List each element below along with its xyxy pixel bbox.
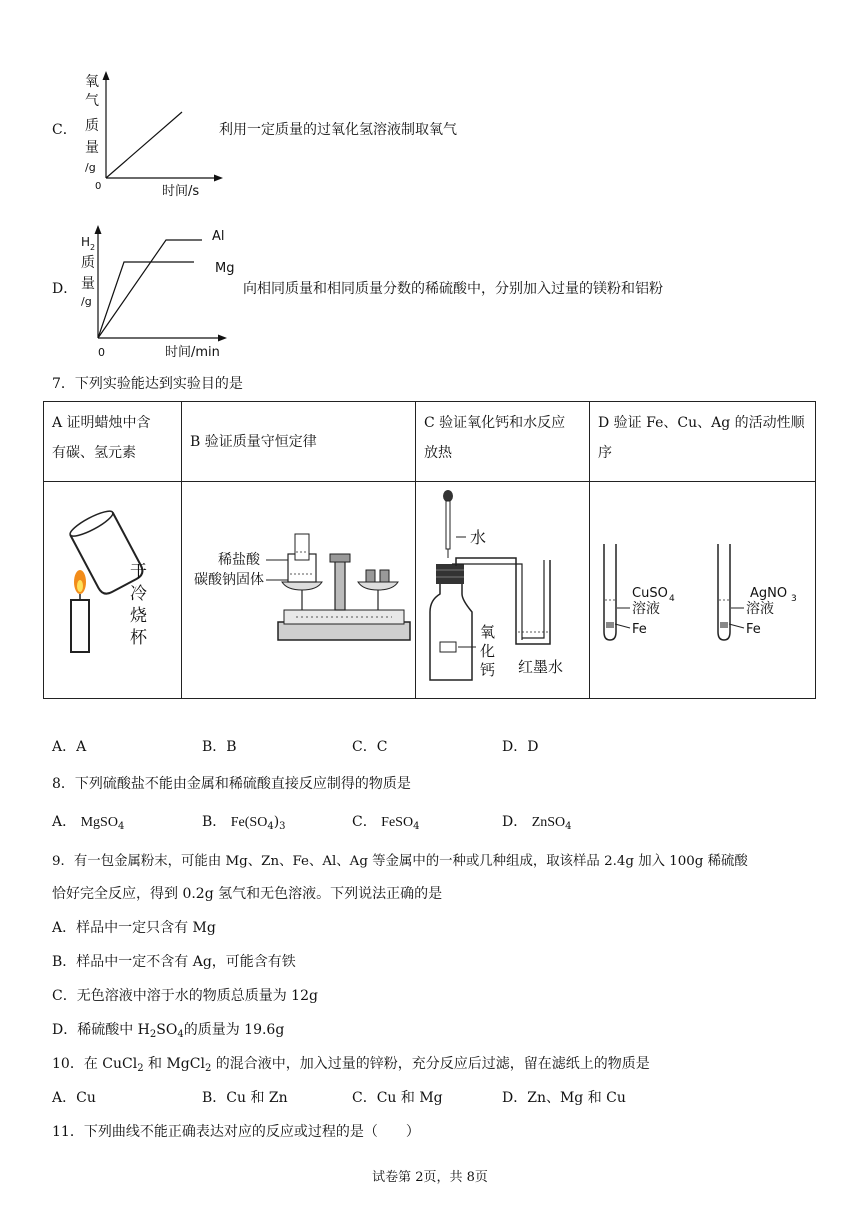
option-d-label: D． <box>52 281 78 297</box>
y-label-char: 量 <box>85 140 99 156</box>
q7-header-d: D 验证 Fe、Cu、Ag 的活动性顺 序 <box>590 402 816 482</box>
question-9-stem-line1: 9．有一包金属粉末，可能由 Mg、Zn、Fe、Al、Ag 等金属中的一种或几种组成，取该样品 2.4g 加入 100g 稀硫酸 <box>52 854 748 869</box>
origin-label: 0 <box>98 346 105 359</box>
q7-experiment-table <box>43 401 816 699</box>
q7-option-a[interactable]: A．A <box>52 739 87 755</box>
svg-text:化: 化 <box>480 642 496 660</box>
hydrogen-mass-graph <box>70 222 240 364</box>
q10-option-a[interactable]: A．Cu <box>52 1090 96 1106</box>
candle-beaker-illustration <box>44 482 181 694</box>
option-c-text: 利用一定质量的过氧化氢溶液制取氧气 <box>219 122 457 138</box>
q9-option-c[interactable]: C．无色溶液中溶于水的物质总质量为 12g <box>52 988 318 1004</box>
q9-option-d[interactable]: D．稀硫酸中 $H_2SO_4$的质量为 19.6g <box>52 1022 285 1040</box>
oxygen-line <box>106 112 182 178</box>
y-unit: /g <box>81 295 92 308</box>
question-8-stem: 8．下列硫酸盐不能由金属和稀硫酸直接反应制得的物质是 <box>52 776 411 792</box>
svg-text:CuSO: CuSO <box>632 586 668 601</box>
svg-text:氧: 氧 <box>480 623 496 641</box>
q9-option-b[interactable]: B．样品中一定不含有 Ag，可能含有铁 <box>52 954 296 970</box>
q7-image-c <box>416 482 590 699</box>
y-label-sub: 2 <box>90 243 96 252</box>
cao-water-illustration <box>416 482 589 694</box>
q10-option-d[interactable]: D．Zn、Mg 和 Cu <box>502 1090 626 1106</box>
q7-image-a <box>44 482 182 699</box>
mg-line <box>98 262 194 338</box>
al-label: Al <box>212 229 225 244</box>
q8-option-b[interactable]: B． $Fe(SO_4)_3$ <box>202 814 286 832</box>
y-label-char: 质 <box>85 118 99 134</box>
y-unit: /g <box>85 161 96 174</box>
q7-option-b[interactable]: B．B <box>202 739 237 755</box>
x-axis-label: 时间/min <box>165 345 220 360</box>
origin-label: 0 <box>95 181 102 192</box>
q7-header-a: A 证明蜡烛中含 有碳、氢元素 <box>44 402 182 482</box>
balance-illustration <box>182 482 415 694</box>
svg-text:红墨水: 红墨水 <box>518 658 564 676</box>
q7-option-d[interactable]: D．D <box>502 739 539 755</box>
option-c-label: C． <box>52 122 77 138</box>
svg-text:干: 干 <box>130 562 147 582</box>
q10-option-b[interactable]: B．Cu 和 Zn <box>202 1090 288 1106</box>
q8-option-c[interactable]: C． FeSO$_4$ <box>352 814 420 832</box>
svg-text:水: 水 <box>470 528 487 547</box>
y-label-char: 气 <box>85 93 99 109</box>
x-axis-label: 时间/s <box>162 184 200 199</box>
svg-text:4: 4 <box>669 594 675 604</box>
y-label-char: 质 <box>81 255 95 271</box>
q7-image-b <box>182 482 416 699</box>
svg-text:AgNO: AgNO <box>750 586 788 601</box>
svg-text:杯: 杯 <box>130 628 147 648</box>
oxygen-mass-graph <box>70 68 230 200</box>
mg-label: Mg <box>215 261 235 276</box>
q7-image-d <box>590 482 816 699</box>
option-d-text: 向相同质量和相同质量分数的稀硫酸中，分别加入过量的镁粉和铝粉 <box>243 281 663 297</box>
svg-text:Fe: Fe <box>632 622 647 637</box>
svg-text:碳酸钠固体: 碳酸钠固体 <box>194 572 264 588</box>
q9-option-a[interactable]: A．样品中一定只含有 Mg <box>52 920 216 936</box>
q10-option-c[interactable]: C．Cu 和 Mg <box>352 1090 443 1106</box>
svg-text:溶液: 溶液 <box>746 601 774 617</box>
al-line <box>98 240 202 338</box>
q7-option-c[interactable]: C．C <box>352 739 388 755</box>
q7-header-b: B 验证质量守恒定律 <box>182 402 416 482</box>
page-footer: 试卷第 2页，共 8页 <box>372 1170 488 1185</box>
question-11-stem: 11．下列曲线不能正确表达对应的反应或过程的是（ ） <box>52 1124 420 1140</box>
svg-text:Fe: Fe <box>746 622 761 637</box>
svg-text:烧: 烧 <box>130 606 147 626</box>
question-9-stem-line2: 恰好完全反应，得到 0.2g 氢气和无色溶液。下列说法正确的是 <box>52 886 443 902</box>
question-7-stem: 7．下列实验能达到实验目的是 <box>52 376 243 392</box>
q8-option-a[interactable]: A． MgSO$_4$ <box>52 814 125 832</box>
svg-text:溶液: 溶液 <box>632 601 660 617</box>
question-10-stem: 10．在 CuCl$_2$ 和 MgCl$_2$ 的混合液中，加入过量的锌粉，充分反应后过滤，留在滤纸上的物质是 <box>52 1056 650 1074</box>
svg-text:冷: 冷 <box>130 584 147 604</box>
svg-text:3: 3 <box>791 594 797 604</box>
y-label-char: 量 <box>81 276 95 292</box>
svg-text:钙: 钙 <box>480 661 496 679</box>
test-tubes-illustration <box>590 482 815 694</box>
y-label-char: 氧 <box>85 74 99 90</box>
q7-header-c: C 验证氧化钙和水反应 放热 <box>416 402 590 482</box>
svg-text:稀盐酸: 稀盐酸 <box>218 552 260 568</box>
q8-option-d[interactable]: D． ZnSO$_4$ <box>502 814 572 832</box>
y-label-h: H <box>81 235 91 249</box>
